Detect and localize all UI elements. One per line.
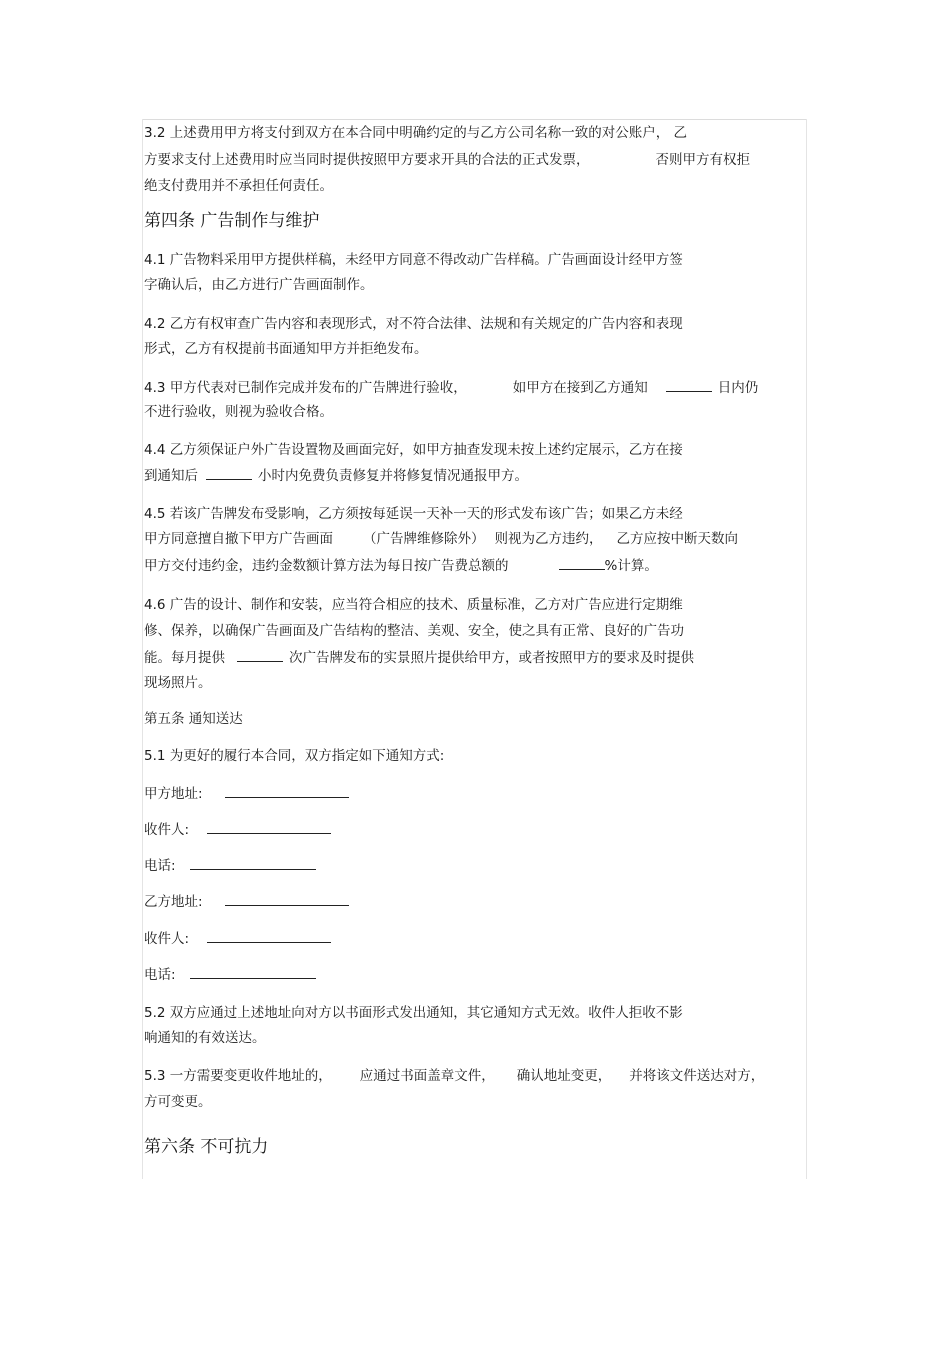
clause-4-3-line-1 [144, 378, 758, 397]
clause-4-6-line-2: 修、保养，以确保广告画面及广告结构的整洁、美观、安全，使之具有正常、良好的广告功 [144, 623, 684, 639]
page-border-top [142, 119, 807, 120]
clause-4-6-line-1: 4.6 广告的设计、制作和安装，应当符合相应的技术、质量标准，乙方对广告应进行定期维 [144, 597, 683, 613]
clause-4-6-line-4: 现场照片。 [144, 675, 212, 691]
party-a-address-row [144, 784, 349, 803]
clause-5-1: 5.1 为更好的履行本合同，双方指定如下通知方式: [144, 748, 445, 764]
clause-4-2-line-1: 4.2 乙方有权审查广告内容和表现形式，对不符合法律、法规和有关规定的广告内容和表现 [144, 316, 683, 332]
clause-4-3-line-2: 不进行验收，则视为验收合格。 [144, 404, 333, 420]
clause-3-2-line-3: 绝支付费用并不承担任何责任。 [144, 178, 333, 194]
clause-4-6-line-3-b: 次广告牌发布的实景照片提供给甲方，或者按照甲方的要求及时提供 [289, 650, 694, 666]
party-b-address-label: 乙方地址: [144, 894, 203, 910]
clause-5-3-line-2: 方可变更。 [144, 1094, 212, 1110]
days-blank [666, 378, 712, 392]
clause-4-5-line-2-c: 则视为乙方违约， [494, 531, 603, 547]
clause-4-4-line-1: 4.4 乙方须保证户外广告设置物及画面完好，如甲方抽查发现未按上述约定展示，乙方在接 [144, 442, 683, 458]
clause-4-4-line-2-a: 到通知后 [144, 468, 198, 484]
clause-4-5-line-2-a: 甲方同意擅自撤下甲方广告画面 [144, 531, 333, 547]
clause-4-5-line-2-b: （广告牌维修除外） [363, 531, 485, 547]
clause-3-2-line-2-a: 方要求支付上述费用时应当同时提供按照甲方要求开具的合法的正式发票， [144, 152, 590, 168]
party-a-address-blank[interactable] [225, 784, 349, 798]
party-a-recipient-row [144, 820, 331, 839]
party-b-recipient-label: 收件人: [144, 931, 190, 947]
article-5-heading: 第五条 通知送达 [144, 711, 243, 727]
clause-4-3-line-1-a: 4.3 甲方代表对已制作完成并发布的广告牌进行验收， [144, 380, 467, 396]
clause-3-2-line-1: 3.2 上述费用甲方将支付到双方在本合同中明确约定的与乙方公司名称一致的对公账户， 乙 [144, 125, 688, 141]
clause-4-4-line-2 [144, 466, 528, 485]
party-b-phone-blank[interactable] [190, 965, 316, 979]
clause-4-5-line-2 [144, 530, 738, 548]
clause-4-5-line-2-d: 乙方应按中断天数向 [616, 531, 738, 547]
clause-5-3-line-1-b: 应通过书面盖章文件， [359, 1068, 495, 1084]
party-a-recipient-blank[interactable] [207, 820, 331, 834]
hours-blank [206, 466, 252, 480]
party-b-address-row [144, 892, 349, 911]
party-b-phone-label: 电话: [144, 967, 176, 983]
clause-4-3-line-1-b: 如甲方在接到乙方通知 [512, 380, 648, 396]
clause-4-6-line-3-a: 能。每月提供 [144, 650, 225, 666]
party-b-phone-row [144, 965, 316, 984]
clause-4-1-line-1: 4.1 广告物料采用甲方提供样稿，未经甲方同意不得改动广告样稿。广告画面设计经甲方签 [144, 252, 683, 268]
clause-4-5-line-3-a: 甲方交付违约金，违约金数额计算方法为每日按广告费总额的 [144, 558, 509, 574]
party-a-phone-blank[interactable] [190, 856, 316, 870]
party-b-recipient-blank[interactable] [207, 929, 331, 943]
party-a-address-label: 甲方地址: [144, 786, 203, 802]
clause-4-6-line-3 [144, 648, 694, 667]
clause-4-2-line-2: 形式，乙方有权提前书面通知甲方并拒绝发布。 [144, 341, 428, 357]
clause-4-3-line-1-c: 日内仍 [717, 380, 759, 396]
clause-4-5-line-3-b: %计算。 [604, 558, 658, 574]
percent-blank [559, 556, 605, 570]
clause-4-1-line-2: 字确认后，由乙方进行广告画面制作。 [144, 277, 374, 293]
clause-5-2-line-1: 5.2 双方应通过上述地址向对方以书面形式发出通知，其它通知方式无效。收件人拒收不影 [144, 1005, 683, 1021]
article-6-heading: 第六条 不可抗力 [144, 1137, 269, 1157]
clause-4-4-line-2-b: 小时内免费负责修复并将修复情况通报甲方。 [258, 468, 528, 484]
photos-count-blank [237, 648, 283, 662]
party-b-address-blank[interactable] [225, 892, 349, 906]
clause-4-5-line-3 [144, 556, 658, 575]
party-b-recipient-row [144, 929, 331, 948]
clause-3-2-line-2 [144, 151, 750, 169]
party-a-recipient-label: 收件人: [144, 822, 190, 838]
clause-5-3-line-1-d: 并将该文件送达对方， [629, 1068, 765, 1084]
page-border-left [142, 119, 143, 1179]
clause-5-2-line-2: 响通知的有效送达。 [144, 1030, 266, 1046]
clause-5-3-line-1 [144, 1067, 764, 1085]
party-a-phone-label: 电话: [144, 858, 176, 874]
clause-5-3-line-1-a: 5.3 一方需要变更收件地址的， [144, 1068, 332, 1084]
page-border-right [806, 119, 807, 1179]
clause-5-3-line-1-c: 确认地址变更， [516, 1068, 612, 1084]
clause-3-2-line-2-b: 否则甲方有权拒 [655, 152, 750, 168]
party-a-phone-row [144, 856, 316, 875]
clause-4-5-line-1: 4.5 若该广告牌发布受影响，乙方须按每延误一天补一天的形式发布该广告；如果乙方未经 [144, 506, 683, 522]
article-4-heading: 第四条 广告制作与维护 [144, 211, 320, 231]
